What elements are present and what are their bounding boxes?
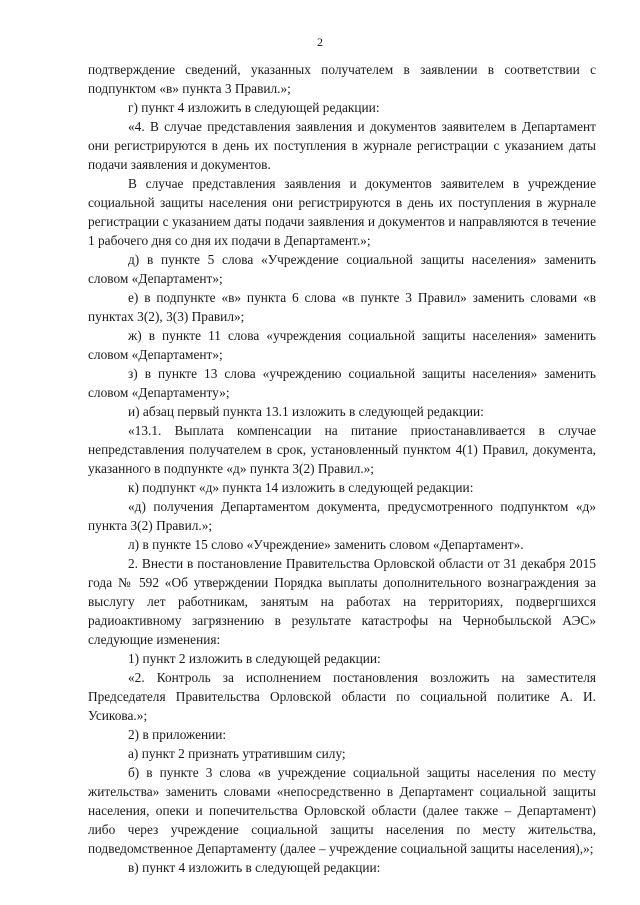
page-number: 2 — [317, 35, 323, 49]
paragraph: В случае представления заявления и документов заявителем в учреждение социальной защиты населения они регистрируются в день их поступления в журнале регистрации с указанием даты подачи заявления и документов и направляются в течение 1 рабочего дня со дня их подачи в Департамент.»; — [88, 176, 596, 248]
paragraph: л) в пункте 15 слово «Учреждение» заменить словом «Департамент». — [128, 537, 524, 552]
paragraph: д) в пункте 5 слова «Учреждение социальной защиты населения» заменить словом «Департамент»; — [88, 252, 596, 286]
paragraph: 1) пункт 2 изложить в следующей редакции: — [128, 651, 381, 666]
paragraph: ж) в пункте 11 слова «учреждения социальной защиты населения» заменить словом «Департамент»; — [88, 328, 596, 362]
document-body — [88, 60, 596, 877]
paragraph: б) в пункте 3 слова «в учреждение социальной защиты населения по месту жительства» заменить словами «непосредственно в Департамент социальной защиты населения, опеки и попечительства Орловской области (далее также – Департамент) либо через учреждение социальной защиты населения по месту жительства, подведомственное Департаменту (далее – учреждение социальной защиты населения),»; — [88, 765, 596, 856]
paragraph: 2. Внести в постановление Правительства Орловской области от 31 декабря 2015 года № 592 «Об утверждении Порядка выплаты дополнительного вознаграждения за выслугу лет работникам, занятым на работах на территориях, подвергшихся радиоактивному загрязнению в результате катастрофы на Чернобыльской АЭС» следующие изменения: — [88, 556, 596, 647]
paragraph: подтверждение сведений, указанных получателем в заявлении в соответствии с подпунктом «в» пункта 3 Правил.»; — [88, 62, 596, 96]
paragraph: е) в подпункте «в» пункта 6 слова «в пункте 3 Правил» заменить словами «в пунктах 3(2), 3(3) Правил»; — [88, 290, 596, 324]
paragraph: к) подпункт «д» пункта 14 изложить в следующей редакции: — [128, 480, 474, 495]
paragraph: з) в пункте 13 слова «учреждению социальной защиты населения» заменить словом «Департаменту»; — [88, 366, 596, 400]
paragraph: «13.1. Выплата компенсации на питание приостанавливается в случае непредставления получателем в срок, установленный пунктом 4(1) Правил, документа, указанного в подпункте «д» пункта 3(2) Правил.»; — [88, 423, 596, 476]
paragraph: г) пункт 4 изложить в следующей редакции: — [128, 100, 380, 115]
paragraph: а) пункт 2 признать утратившим силу; — [128, 746, 346, 761]
paragraph: «д) получения Департаментом документа, предусмотренного подпунктом «д» пункта 3(2) Правил.»; — [88, 499, 596, 533]
paragraph: в) пункт 4 изложить в следующей редакции: — [128, 860, 381, 875]
paragraph: и) абзац первый пункта 13.1 изложить в следующей редакции: — [128, 404, 484, 419]
paragraph: «2. Контроль за исполнением постановления возложить на заместителя Председателя Правительства Орловской области по социальной политике А. И. Усикова.»; — [88, 670, 596, 723]
paragraph: «4. В случае представления заявления и документов заявителем в Департамент они регистрируются в день их поступления в журнале регистрации с указанием даты подачи заявления и документов. — [88, 119, 596, 172]
paragraph: 2) в приложении: — [128, 727, 227, 742]
